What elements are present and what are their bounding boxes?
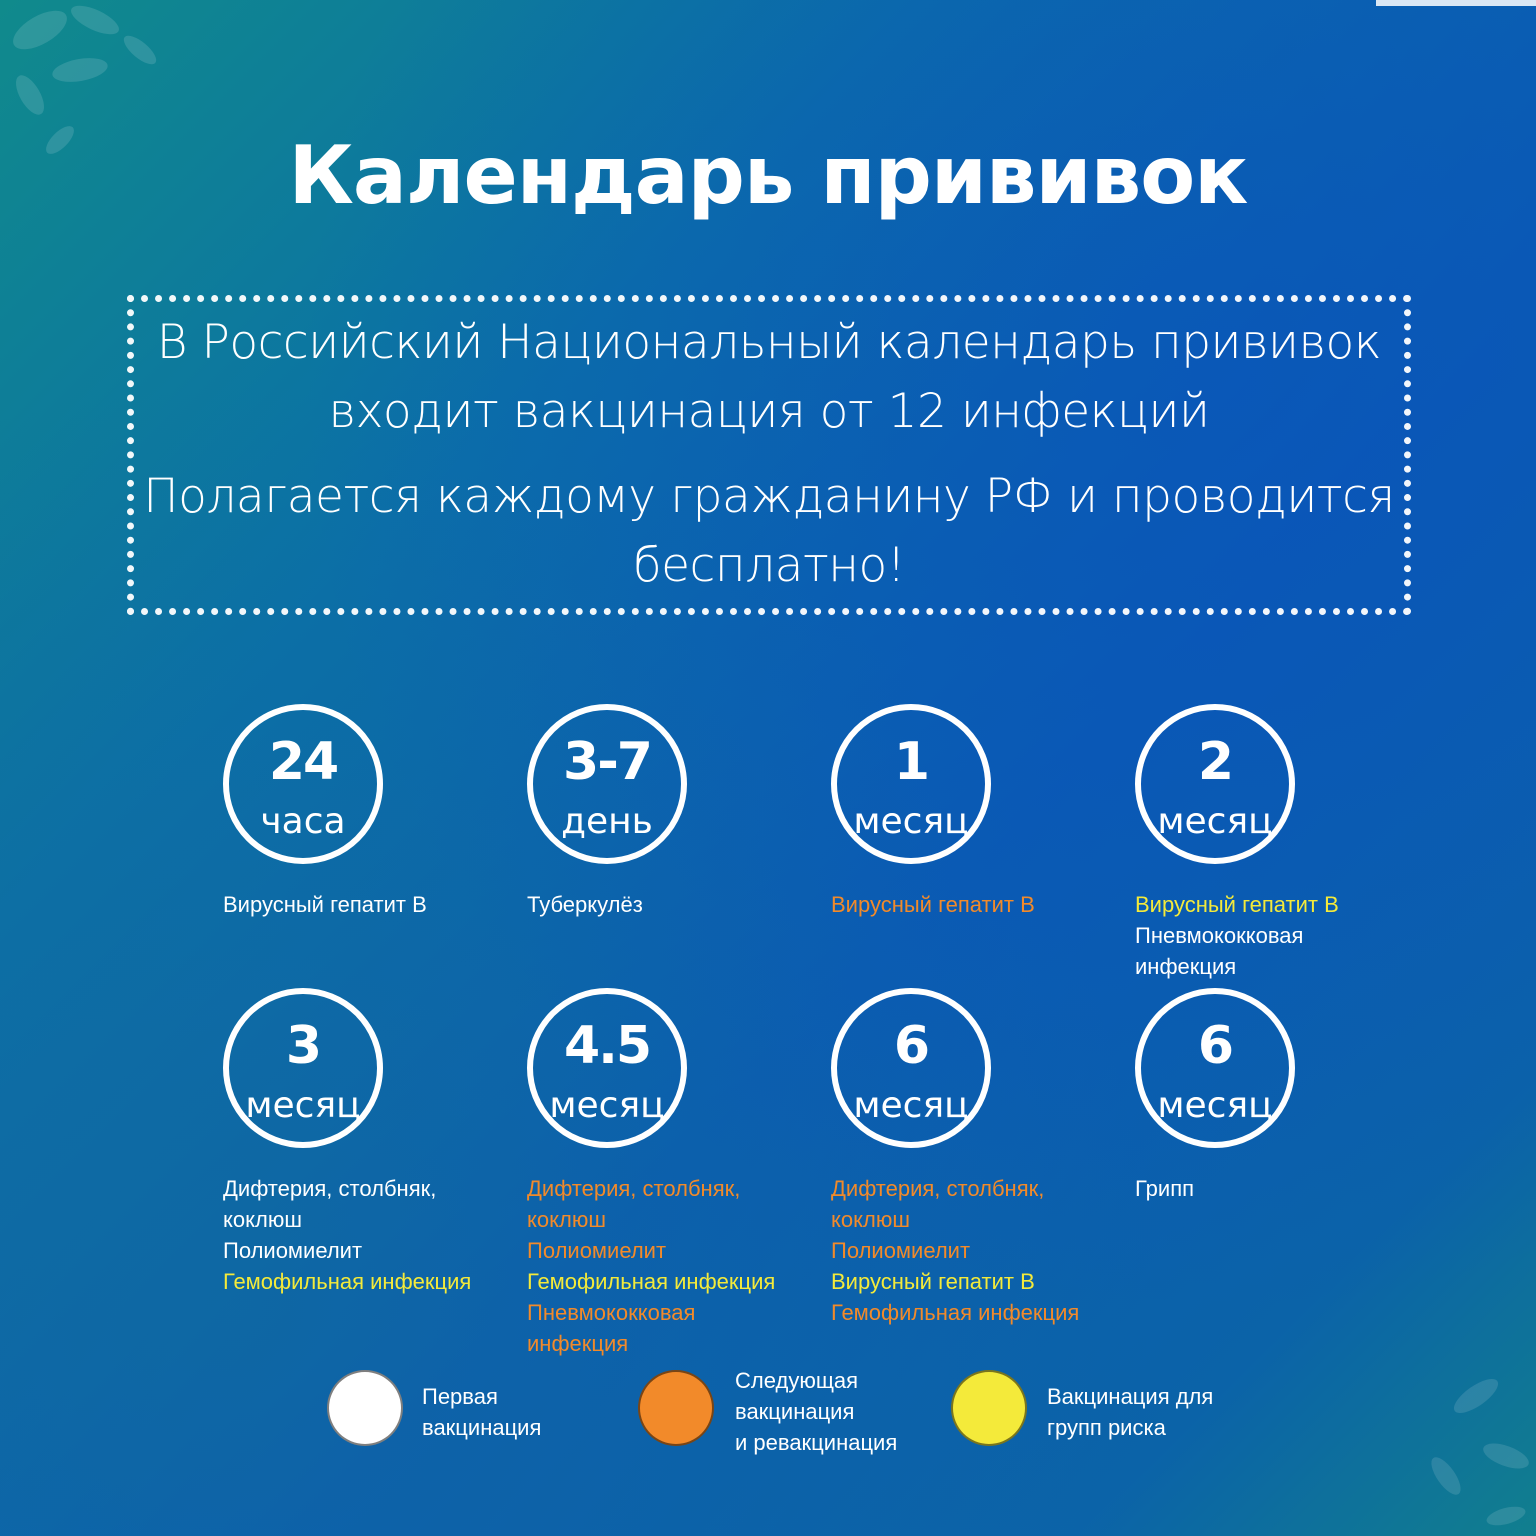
- vaccine-item: коклюш: [527, 1207, 606, 1232]
- vaccine-item: Туберкулёз: [527, 892, 643, 917]
- vaccine-item: Вирусный гепатит В: [831, 892, 1035, 917]
- vaccine-item: Вирусный гепатит В: [223, 892, 427, 917]
- vaccine-item: Пневмококковая: [527, 1300, 696, 1325]
- info-line: Полагается каждому гражданину РФ и проводится: [143, 469, 1395, 524]
- legend-line: вакцинация: [735, 1399, 855, 1424]
- legend-line: и ревакцинация: [735, 1430, 898, 1455]
- age-unit: месяц: [1157, 801, 1273, 842]
- age-circle: [223, 988, 383, 1148]
- age-unit: день: [561, 801, 653, 842]
- age-number: 2: [1197, 732, 1233, 792]
- legend-label-first: [422, 1381, 541, 1443]
- vaccine-list: [831, 1173, 1079, 1328]
- vaccine-item: Вирусный гепатит В: [1135, 892, 1339, 917]
- age-unit: месяц: [549, 1085, 665, 1126]
- age-circle: [527, 988, 687, 1148]
- legend-dot-next: [638, 1370, 714, 1446]
- age-number: 1: [893, 732, 929, 792]
- vaccine-item: Дифтерия, столбняк,: [223, 1176, 437, 1201]
- info-box: [127, 295, 1411, 615]
- age-circle: [1135, 988, 1295, 1148]
- age-unit: месяц: [853, 801, 969, 842]
- age-circle: [1135, 704, 1295, 864]
- legend-line: Следующая: [735, 1368, 859, 1393]
- vaccine-item: инфекция: [527, 1331, 629, 1356]
- info-line: бесплатно!: [632, 537, 906, 593]
- info-line: входит вакцинация от 12 инфекций: [328, 384, 1210, 440]
- legend-line: Первая: [422, 1384, 498, 1409]
- vaccine-list: [223, 1173, 471, 1297]
- legend-line: групп риска: [1047, 1415, 1166, 1440]
- age-unit: месяц: [1157, 1085, 1273, 1126]
- legend-dot-risk: [951, 1370, 1027, 1446]
- age-number: 3: [285, 1016, 321, 1076]
- age-unit: часа: [260, 801, 346, 842]
- age-number: 4.5: [563, 1016, 651, 1076]
- vaccine-item: Гемофильная инфекция: [831, 1300, 1080, 1325]
- vaccine-list: [1135, 1173, 1194, 1204]
- vaccine-item: Пневмококковая: [1135, 923, 1304, 948]
- vaccine-item: Дифтерия, столбняк,: [831, 1176, 1045, 1201]
- vaccine-item: Грипп: [1135, 1176, 1195, 1201]
- age-circle: [223, 704, 383, 864]
- top-edge-strip: [1376, 0, 1536, 6]
- vaccine-list: [1135, 889, 1339, 982]
- vaccine-item: Гемофильная инфекция: [223, 1269, 472, 1294]
- age-unit: месяц: [245, 1085, 361, 1126]
- vaccine-item: коклюш: [223, 1207, 302, 1232]
- age-number: 6: [893, 1016, 929, 1076]
- page-title: Календарь прививок: [288, 129, 1248, 222]
- vaccine-item: Гемофильная инфекция: [527, 1269, 776, 1294]
- legend-label-next: [735, 1365, 897, 1458]
- vaccine-item: Дифтерия, столбняк,: [527, 1176, 741, 1201]
- age-number: 6: [1197, 1016, 1233, 1076]
- decorative-pattern-bottom-right: [1356, 1336, 1536, 1536]
- vaccine-list: [831, 889, 1035, 920]
- vaccine-item: Полиомиелит: [223, 1238, 363, 1263]
- info-line: В Российский Национальный календарь прививок: [156, 315, 1382, 371]
- vaccine-list: [527, 889, 643, 920]
- vaccine-item: коклюш: [831, 1207, 910, 1232]
- legend-line: вакцинация: [422, 1415, 542, 1440]
- vaccine-list: [527, 1173, 775, 1359]
- age-unit: месяц: [853, 1085, 969, 1126]
- age-number: 24: [268, 732, 338, 792]
- age-number: 3-7: [563, 732, 651, 792]
- age-circle: [831, 704, 991, 864]
- vaccine-list: [223, 889, 427, 920]
- legend-line: Вакцинация для: [1047, 1384, 1214, 1409]
- legend-label-risk: [1047, 1381, 1213, 1443]
- vaccine-item: инфекция: [1135, 954, 1237, 979]
- vaccine-item: Вирусный гепатит В: [831, 1269, 1035, 1294]
- age-circle: [831, 988, 991, 1148]
- legend-dot-first: [327, 1370, 403, 1446]
- vaccine-item: Полиомиелит: [527, 1238, 667, 1263]
- vaccine-item: Полиомиелит: [831, 1238, 971, 1263]
- age-circle: [527, 704, 687, 864]
